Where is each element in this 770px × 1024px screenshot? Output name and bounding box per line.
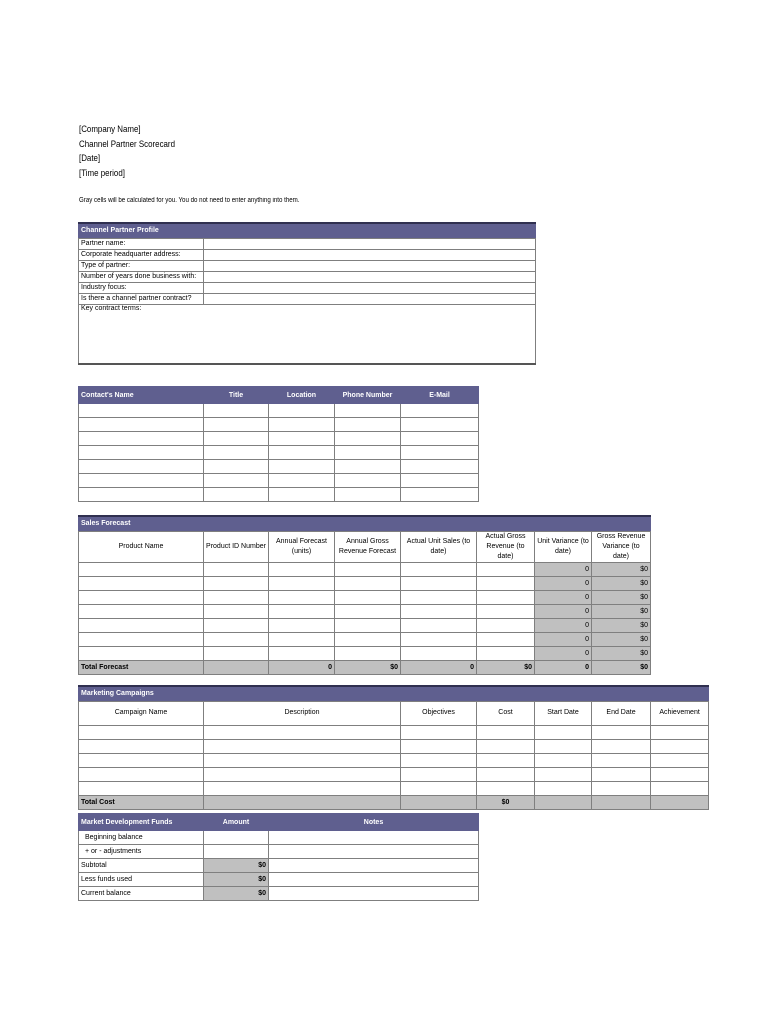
table-row — [79, 604, 651, 618]
cell[interactable] — [401, 646, 477, 660]
cell[interactable] — [204, 474, 269, 488]
cell[interactable] — [401, 474, 479, 488]
col-description: Description — [204, 701, 401, 725]
cell[interactable] — [269, 845, 479, 859]
col-annual-gross-revenue: Annual Gross Revenue Forecast — [335, 531, 401, 562]
cell[interactable] — [79, 404, 204, 418]
col-objectives: Objectives — [401, 701, 477, 725]
cell[interactable] — [477, 618, 535, 632]
cell[interactable] — [651, 739, 709, 753]
table-row — [79, 590, 651, 604]
time-period: [Time period] — [79, 167, 125, 178]
table-row — [79, 767, 709, 781]
cell[interactable] — [269, 618, 335, 632]
unit-variance-cell: 0 — [535, 590, 592, 604]
table-row — [79, 460, 479, 474]
cell[interactable] — [477, 590, 535, 604]
profile-table — [78, 222, 536, 365]
instructions-note: Gray cells will be calculated for you. You do not need to enter anything into them. — [79, 197, 300, 204]
col-annual-forecast-units: Annual Forecast (units) — [269, 531, 335, 562]
unit-variance-cell: 0 — [535, 562, 592, 576]
sales-forecast-table — [78, 515, 651, 675]
col-cost: Cost — [477, 701, 535, 725]
contacts-table — [78, 386, 479, 502]
cell[interactable] — [79, 418, 204, 432]
cell[interactable] — [79, 767, 204, 781]
total-cost-value: $0 — [477, 795, 535, 809]
col-phone: Phone Number — [335, 387, 401, 404]
cell[interactable] — [401, 446, 479, 460]
unit-variance-cell: 0 — [535, 604, 592, 618]
profile-value-cell[interactable] — [204, 293, 536, 304]
gross-variance-cell: $0 — [592, 576, 651, 590]
cell[interactable] — [401, 590, 477, 604]
cell[interactable] — [335, 446, 401, 460]
cell[interactable] — [651, 753, 709, 767]
cell[interactable] — [401, 404, 479, 418]
cell[interactable] — [79, 562, 204, 576]
cell[interactable] — [204, 618, 269, 632]
total-unit-variance: 0 — [535, 660, 592, 674]
cell[interactable] — [269, 646, 335, 660]
cell[interactable] — [401, 632, 477, 646]
cell[interactable] — [269, 576, 335, 590]
profile-label: Partner name: — [79, 238, 204, 249]
table-row — [79, 831, 479, 845]
cell[interactable] — [477, 781, 535, 795]
cell[interactable] — [79, 725, 204, 739]
unit-variance-cell: 0 — [535, 646, 592, 660]
cell[interactable] — [79, 590, 204, 604]
cell[interactable] — [335, 590, 401, 604]
col-actual-unit-sales: Actual Unit Sales (to date) — [401, 531, 477, 562]
total-actual-gross-revenue: $0 — [477, 660, 535, 674]
cell[interactable] — [79, 753, 204, 767]
cell[interactable] — [401, 604, 477, 618]
cell[interactable] — [477, 604, 535, 618]
beginning-balance-label: Beginning balance — [79, 831, 204, 845]
table-row — [79, 474, 479, 488]
cell[interactable] — [335, 432, 401, 446]
cell[interactable] — [204, 404, 269, 418]
funds-used-label: Less funds used — [79, 873, 204, 887]
table-row — [79, 781, 709, 795]
cell — [204, 660, 269, 674]
unit-variance-cell: 0 — [535, 576, 592, 590]
profile-label: Corporate headquarter address: — [79, 249, 204, 260]
cell[interactable] — [269, 590, 335, 604]
col-campaign-name: Campaign Name — [79, 701, 204, 725]
sales-heading: Sales Forecast — [81, 520, 131, 528]
cell[interactable] — [79, 739, 204, 753]
col-end-date: End Date — [592, 701, 651, 725]
cell[interactable] — [592, 739, 651, 753]
cell[interactable] — [335, 460, 401, 474]
cell[interactable] — [204, 753, 401, 767]
cell[interactable] — [535, 725, 592, 739]
col-product-id: Product ID Number — [204, 531, 269, 562]
cell[interactable] — [79, 604, 204, 618]
cell[interactable] — [335, 632, 401, 646]
cell[interactable] — [401, 562, 477, 576]
cell[interactable] — [79, 432, 204, 446]
cell — [535, 795, 592, 809]
cell[interactable] — [592, 767, 651, 781]
cell[interactable] — [204, 432, 269, 446]
cell — [592, 795, 651, 809]
cell[interactable] — [401, 767, 477, 781]
col-unit-variance: Unit Variance (to date) — [535, 531, 592, 562]
key-contract-terms[interactable]: Key contract terms: — [79, 304, 536, 364]
cell[interactable] — [204, 767, 401, 781]
cell[interactable] — [204, 418, 269, 432]
gross-variance-cell: $0 — [592, 604, 651, 618]
cell[interactable] — [401, 753, 477, 767]
col-title: Title — [204, 387, 269, 404]
cell[interactable] — [269, 632, 335, 646]
cell[interactable] — [79, 576, 204, 590]
col-amount: Amount — [204, 814, 269, 831]
table-row — [79, 873, 479, 887]
total-forecast-row — [79, 660, 651, 674]
cell[interactable] — [204, 446, 269, 460]
cell[interactable] — [477, 646, 535, 660]
cell — [651, 795, 709, 809]
col-location: Location — [269, 387, 335, 404]
table-row — [79, 618, 651, 632]
cell[interactable] — [535, 781, 592, 795]
col-product-name: Product Name — [79, 531, 204, 562]
cell[interactable] — [204, 604, 269, 618]
gross-variance-cell: $0 — [592, 646, 651, 660]
cell[interactable] — [79, 446, 204, 460]
cell[interactable] — [204, 739, 401, 753]
profile-value-cell[interactable] — [204, 282, 536, 293]
cell[interactable] — [204, 460, 269, 474]
total-annual-forecast-units: 0 — [269, 660, 335, 674]
unit-variance-cell: 0 — [535, 632, 592, 646]
table-row — [79, 845, 479, 859]
table-row — [79, 646, 651, 660]
col-market-development-funds: Market Development Funds — [79, 814, 204, 831]
cell[interactable] — [477, 767, 535, 781]
mdf-table — [78, 813, 479, 901]
cell[interactable] — [204, 781, 401, 795]
cell[interactable] — [204, 845, 269, 859]
cell[interactable] — [269, 474, 335, 488]
total-cost-row — [79, 795, 709, 809]
col-notes: Notes — [269, 814, 479, 831]
subtotal-value: $0 — [204, 859, 269, 873]
cell[interactable] — [204, 562, 269, 576]
cell[interactable] — [335, 646, 401, 660]
table-row — [79, 446, 479, 460]
gross-variance-cell: $0 — [592, 562, 651, 576]
profile-value-cell[interactable] — [204, 271, 536, 282]
profile-value-cell[interactable] — [204, 249, 536, 260]
cell[interactable] — [269, 887, 479, 901]
cell[interactable] — [477, 753, 535, 767]
unit-variance-cell: 0 — [535, 618, 592, 632]
marketing-campaigns-table — [78, 685, 709, 810]
table-row — [79, 576, 651, 590]
cell[interactable] — [269, 446, 335, 460]
cell[interactable] — [269, 404, 335, 418]
gross-variance-cell: $0 — [592, 632, 651, 646]
cell[interactable] — [269, 418, 335, 432]
cell[interactable] — [651, 725, 709, 739]
cell[interactable] — [477, 632, 535, 646]
table-row — [79, 632, 651, 646]
cell[interactable] — [401, 576, 477, 590]
cell[interactable] — [592, 753, 651, 767]
cell[interactable] — [269, 859, 479, 873]
cell[interactable] — [204, 831, 269, 845]
cell[interactable] — [592, 725, 651, 739]
cell[interactable] — [269, 460, 335, 474]
cell[interactable] — [269, 873, 479, 887]
table-row — [79, 562, 651, 576]
cell[interactable] — [79, 632, 204, 646]
cell[interactable] — [204, 646, 269, 660]
col-actual-gross-revenue: Actual Gross Revenue (to date) — [477, 531, 535, 562]
gross-variance-cell: $0 — [592, 618, 651, 632]
table-row — [79, 432, 479, 446]
cell[interactable] — [401, 460, 479, 474]
table-row — [79, 404, 479, 418]
cell[interactable] — [79, 781, 204, 795]
col-start-date: Start Date — [535, 701, 592, 725]
table-row — [79, 739, 709, 753]
cell[interactable] — [401, 618, 477, 632]
table-row — [79, 753, 709, 767]
cell[interactable] — [477, 725, 535, 739]
cell[interactable] — [204, 576, 269, 590]
table-row — [79, 725, 709, 739]
cell[interactable] — [535, 753, 592, 767]
cell[interactable] — [204, 725, 401, 739]
profile-label: Industry focus: — [79, 282, 204, 293]
document-date: [Date] — [79, 153, 101, 164]
current-balance-value: $0 — [204, 887, 269, 901]
cell[interactable] — [79, 460, 204, 474]
cell[interactable] — [335, 562, 401, 576]
cell[interactable] — [335, 604, 401, 618]
cell[interactable] — [204, 488, 269, 502]
profile-heading: Channel Partner Profile — [81, 227, 159, 235]
table-row — [79, 418, 479, 432]
document-header — [79, 122, 175, 180]
adjustments-label: + or - adjustments — [79, 845, 204, 859]
cell[interactable] — [477, 739, 535, 753]
cell[interactable] — [335, 488, 401, 502]
cell[interactable] — [204, 590, 269, 604]
gross-variance-cell: $0 — [592, 590, 651, 604]
marketing-heading: Marketing Campaigns — [81, 690, 154, 698]
col-achievement: Achievement — [651, 701, 709, 725]
cell[interactable] — [204, 632, 269, 646]
profile-label: Number of years done business with: — [79, 271, 204, 282]
col-email: E-Mail — [401, 387, 479, 404]
cell[interactable] — [269, 562, 335, 576]
cell[interactable] — [401, 725, 477, 739]
cell[interactable] — [401, 739, 477, 753]
cell[interactable] — [79, 474, 204, 488]
cell[interactable] — [335, 404, 401, 418]
table-row — [79, 488, 479, 502]
subtotal-label: Subtotal — [79, 859, 204, 873]
profile-value-cell[interactable] — [204, 260, 536, 271]
document-title: Channel Partner Scorecard — [79, 138, 175, 149]
cell[interactable] — [401, 781, 477, 795]
profile-value-cell[interactable] — [204, 238, 536, 249]
table-row — [79, 859, 479, 873]
total-annual-gross-revenue: $0 — [335, 660, 401, 674]
total-forecast-label: Total Forecast — [79, 660, 204, 674]
funds-used-value: $0 — [204, 873, 269, 887]
col-gross-revenue-variance: Gross Revenue Variance (to date) — [592, 531, 651, 562]
cell[interactable] — [269, 831, 479, 845]
cell[interactable] — [401, 488, 479, 502]
cell[interactable] — [79, 646, 204, 660]
total-gross-revenue-variance: $0 — [592, 660, 651, 674]
cell[interactable] — [477, 576, 535, 590]
cell[interactable] — [651, 767, 709, 781]
cell[interactable] — [401, 418, 479, 432]
cell[interactable] — [79, 488, 204, 502]
current-balance-label: Current balance — [79, 887, 204, 901]
cell — [401, 795, 477, 809]
table-row — [79, 887, 479, 901]
cell[interactable] — [401, 432, 479, 446]
total-actual-unit-sales: 0 — [401, 660, 477, 674]
cell[interactable] — [335, 576, 401, 590]
total-cost-label: Total Cost — [79, 795, 204, 809]
cell[interactable] — [269, 604, 335, 618]
cell[interactable] — [477, 562, 535, 576]
cell[interactable] — [269, 432, 335, 446]
cell[interactable] — [335, 418, 401, 432]
cell[interactable] — [269, 488, 335, 502]
company-name: [Company Name] — [79, 124, 141, 134]
profile-label: Is there a channel partner contract? — [79, 293, 204, 304]
cell[interactable] — [335, 474, 401, 488]
cell[interactable] — [79, 618, 204, 632]
cell[interactable] — [335, 618, 401, 632]
cell — [204, 795, 401, 809]
cell[interactable] — [592, 781, 651, 795]
col-contact-name: Contact's Name — [79, 387, 204, 404]
cell[interactable] — [535, 767, 592, 781]
cell[interactable] — [651, 781, 709, 795]
cell[interactable] — [535, 739, 592, 753]
profile-label: Type of partner: — [79, 260, 204, 271]
